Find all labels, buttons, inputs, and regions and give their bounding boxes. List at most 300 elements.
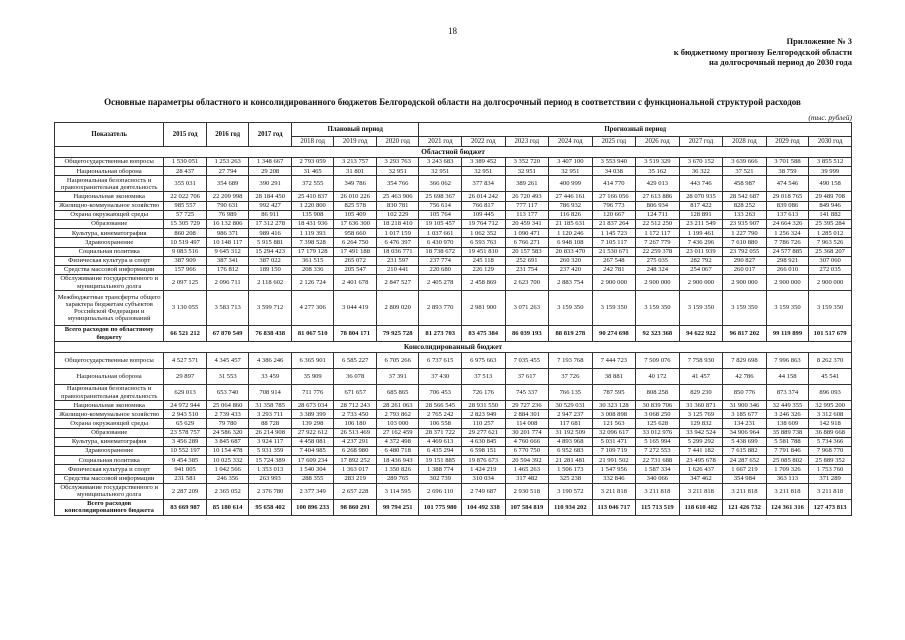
value-cell: 5 915 881 [249,238,292,247]
value-cell: 33 942 524 [679,428,723,437]
value-cell: 94 622 922 [679,326,723,342]
value-cell: 30 201 774 [505,428,549,437]
value-cell: 629 013 [164,385,207,401]
header-row-groups [55,123,852,137]
value-cell: 37 617 [505,369,549,385]
value-cell: 115 713 519 [636,499,680,515]
value-cell: 2 900 000 [723,275,767,291]
header-year-2020: 2020 год [376,137,419,147]
value-cell: 263 993 [249,474,292,483]
value-cell: 4 630 845 [462,437,506,446]
value-cell: 3 068 250 [636,410,680,419]
value-cell: 3 211 818 [679,483,723,499]
value-cell: 1 017 159 [376,229,419,238]
value-cell: 29 277 621 [462,428,506,437]
value-cell: 2 118 602 [249,275,292,291]
value-cell: 28 437 [164,167,207,176]
value-cell: 3 312 608 [809,410,852,419]
value-cell: 105 409 [334,210,377,219]
value-cell: 414 770 [592,176,636,192]
table-row [55,291,852,326]
value-cell: 35 162 [636,167,680,176]
value-cell: 787 595 [592,385,636,401]
value-cell: 242 781 [592,265,636,274]
value-cell: 100 896 233 [291,499,334,515]
value-cell: 25 410 837 [291,192,334,201]
value-cell: 138 609 [766,419,809,428]
value-cell: 37 391 [376,369,419,385]
value-cell: 39 999 [809,167,852,176]
value-cell: 26 720 493 [505,192,549,201]
value-cell: 7 444 723 [592,353,636,369]
value-cell: 1 199 461 [679,229,723,238]
value-cell: 6 430 970 [419,238,462,247]
table-row [55,385,852,401]
value-cell: 252 691 [505,256,549,265]
value-cell: 2 097 125 [164,275,207,291]
value-cell: 387 022 [249,256,292,265]
value-cell: 19 151 885 [419,456,462,465]
value-cell: 34 906 964 [723,428,767,437]
value-cell: 2 900 000 [636,275,680,291]
value-cell: 2 981 900 [462,291,506,326]
value-cell: 429 013 [636,176,680,192]
value-cell: 205 547 [334,265,377,274]
value-cell: 7 615 882 [723,447,767,456]
value-cell: 35 909 [291,369,334,385]
value-cell: 10 552 197 [164,447,207,456]
value-cell: 3 243 683 [419,158,462,167]
value-cell: 5 165 994 [636,437,680,446]
value-cell: 24 972 944 [164,401,207,410]
value-cell: 31 801 [334,167,377,176]
value-cell: 3 211 818 [636,483,680,499]
value-cell: 32 951 [376,167,419,176]
value-cell: 6 766 271 [505,238,549,247]
value-cell: 40 172 [636,369,680,385]
value-cell: 3 044 419 [334,291,377,326]
value-cell: 17 491 188 [334,247,377,256]
value-cell: 106 558 [419,419,462,428]
value-cell: 1 353 013 [249,465,292,474]
value-cell: 3 599 712 [249,291,292,326]
value-cell: 23 578 757 [164,428,207,437]
value-cell: 81 067 510 [291,326,334,342]
row-label: Образование [55,219,164,228]
value-cell: 32 951 [549,167,593,176]
value-cell: 248 324 [636,265,680,274]
value-cell: 850 776 [723,385,767,401]
row-label: Охрана окружающей среды [55,419,164,428]
value-cell: 849 946 [809,201,852,210]
table-row [55,474,852,483]
row-label: Социальная политика [55,247,164,256]
row-label: Здравоохранение [55,238,164,247]
value-cell: 31 360 871 [679,401,723,410]
value-cell: 26 014 242 [462,192,506,201]
header-planned-period: Плановый период [291,123,419,137]
value-cell: 1 540 304 [291,465,334,474]
value-cell: 2 900 000 [809,275,852,291]
value-cell: 33 459 [249,369,292,385]
value-cell: 1 220 800 [291,201,334,210]
value-cell: 128 891 [679,210,723,219]
value-cell: 142 918 [809,419,852,428]
value-cell: 3 159 350 [549,291,593,326]
value-cell: 8 262 370 [809,353,852,369]
value-cell: 17 892 252 [334,456,377,465]
value-cell: 288 355 [291,474,334,483]
value-cell: 22 022 706 [164,192,207,201]
value-cell: 839 086 [766,201,809,210]
table-row [55,238,852,247]
value-cell: 377 834 [462,176,506,192]
section-header-row [55,147,852,158]
value-cell: 272 035 [809,265,852,274]
value-cell: 92 323 368 [636,326,680,342]
value-cell: 706 453 [419,385,462,401]
value-cell: 10 025 332 [206,456,249,465]
value-cell: 2 623 700 [505,275,549,291]
value-cell: 32 449 355 [766,401,809,410]
row-label: Культура, кинематография [55,437,164,446]
value-cell: 2 943 510 [164,410,207,419]
value-cell: 105 764 [419,210,462,219]
row-label: Национальная оборона [55,167,164,176]
value-cell: 127 473 813 [809,499,852,515]
value-cell: 265 072 [334,256,377,265]
value-cell: 88 819 278 [549,326,593,342]
value-cell: 490 158 [809,176,852,192]
table-row [55,465,852,474]
value-cell: 137 613 [766,210,809,219]
value-cell: 266 010 [766,265,809,274]
value-cell: 3 246 326 [766,410,809,419]
value-cell: 19 105 457 [419,219,462,228]
value-cell: 226 129 [462,265,506,274]
value-cell: 808 258 [636,385,680,401]
value-cell: 19 451 810 [462,247,506,256]
table-row [55,437,852,446]
value-cell: 114 008 [505,419,549,428]
value-cell: 231 597 [376,256,419,265]
value-cell: 31 358 785 [249,401,292,410]
value-cell: 6 268 980 [334,447,377,456]
value-cell: 3 407 100 [549,158,593,167]
value-cell: 20 459 341 [505,219,549,228]
value-cell: 2 765 242 [419,410,462,419]
value-cell: 267 548 [592,256,636,265]
value-cell: 22 731 688 [636,456,680,465]
value-cell: 10 154 478 [206,447,249,456]
value-cell: 41 457 [679,369,723,385]
value-cell: 16 132 806 [206,219,249,228]
value-cell: 23 935 907 [723,219,767,228]
value-cell: 1 348 667 [249,158,292,167]
value-cell: 1 350 826 [376,465,419,474]
value-cell: 25 698 367 [419,192,462,201]
value-cell: 28 542 687 [723,192,767,201]
value-cell: 120 667 [592,210,636,219]
row-label: Физическая культура и спорт [55,465,164,474]
value-cell: 28 070 935 [679,192,723,201]
value-cell: 31 553 [206,369,249,385]
row-label: Национальная безопасность и правоохранительная деятельность [55,176,164,192]
value-cell: 7 272 553 [636,447,680,456]
table-row [55,219,852,228]
table-row [55,176,852,192]
value-cell: 474 546 [766,176,809,192]
section-title: Консолидированный бюджет [55,342,852,353]
value-cell: 685 865 [376,385,419,401]
value-cell: 298 921 [766,256,809,265]
value-cell: 400 999 [549,176,593,192]
value-cell: 283 219 [334,474,377,483]
value-cell: 25 085 802 [766,456,809,465]
value-cell: 4 237 291 [334,437,377,446]
value-cell: 2 793 059 [291,158,334,167]
value-cell: 3 352 720 [505,158,549,167]
value-cell: 25 889 352 [809,456,852,465]
row-label: Охрана окружающей среды [55,210,164,219]
value-cell: 361 515 [291,256,334,265]
value-cell: 133 263 [723,210,767,219]
value-cell: 275 035 [636,256,680,265]
value-cell: 6 770 750 [505,447,549,456]
value-cell: 1 253 263 [206,158,249,167]
value-cell: 2 733 450 [334,410,377,419]
value-cell: 79 780 [206,419,249,428]
value-cell: 3 639 666 [723,158,767,167]
header-year-2018: 2018 год [291,137,334,147]
table-row [55,456,852,465]
total-row [55,499,852,515]
value-cell: 101 775 980 [419,499,462,515]
row-label: Национальная экономика [55,401,164,410]
value-cell: 28 261 063 [376,401,419,410]
value-cell: 307 060 [809,256,852,265]
value-cell: 1 042 566 [206,465,249,474]
value-cell: 76 838 438 [249,326,292,342]
value-cell: 1 145 723 [592,229,636,238]
value-cell: 220 680 [419,265,462,274]
value-cell: 817 422 [679,201,723,210]
value-cell: 24 287 652 [723,456,767,465]
value-cell: 766 817 [462,201,506,210]
table-row [55,210,852,219]
value-cell: 5 299 292 [679,437,723,446]
value-cell: 958 660 [334,229,377,238]
row-label: Всего расходов консолидированного бюджета [55,499,164,515]
value-cell: 317 482 [505,474,549,483]
row-label: Средства массовой информации [55,265,164,274]
table-row [55,447,852,456]
value-cell: 2 900 000 [592,275,636,291]
value-cell: 355 031 [164,176,207,192]
value-cell: 25 463 906 [376,192,419,201]
value-cell: 27 613 886 [636,192,680,201]
table-row [55,275,852,291]
value-cell: 18 036 771 [376,247,419,256]
row-label: Социальная политика [55,456,164,465]
header-forecast-period: Прогнозный период [419,123,852,137]
value-cell: 1 587 334 [636,465,680,474]
value-cell: 6 598 151 [462,447,506,456]
value-cell: 23 792 055 [723,247,767,256]
value-cell: 83 669 987 [164,499,207,515]
value-cell: 2 883 754 [549,275,593,291]
value-cell: 2 749 687 [462,483,506,499]
value-cell: 7 509 076 [636,353,680,369]
value-cell: 260 017 [723,265,767,274]
value-cell: 7 398 528 [291,238,334,247]
value-cell: 671 657 [334,385,377,401]
value-cell: 653 740 [206,385,249,401]
value-cell: 458 987 [723,176,767,192]
value-cell: 2 657 228 [334,483,377,499]
value-cell: 26 214 908 [249,428,292,437]
value-cell: 1 424 219 [462,465,506,474]
value-cell: 2 096 711 [206,275,249,291]
value-cell: 5 438 699 [723,437,767,446]
value-cell: 31 465 [291,167,334,176]
value-cell: 32 096 617 [592,428,636,437]
value-cell: 17 636 300 [334,219,377,228]
value-cell: 4 372 498 [376,437,419,446]
value-cell: 4 345 457 [206,353,249,369]
value-cell: 790 631 [206,201,249,210]
value-cell: 110 257 [462,419,506,428]
value-cell: 139 298 [291,419,334,428]
value-cell: 22 259 378 [636,247,680,256]
appendix-note [674,36,852,68]
value-cell: 992 427 [249,201,292,210]
value-cell: 95 658 402 [249,499,292,515]
value-cell: 28 673 034 [291,401,334,410]
header-year-2017: 2017 год [249,123,292,147]
value-cell: 19 764 712 [462,219,506,228]
value-cell: 66 521 212 [164,326,207,342]
value-cell: 3 159 350 [766,291,809,326]
value-cell: 5 931 359 [249,447,292,456]
value-cell: 3 845 687 [206,437,249,446]
value-cell: 18 218 410 [376,219,419,228]
value-cell: 96 817 202 [723,326,767,342]
value-cell: 81 273 703 [419,326,462,342]
value-cell: 289 765 [376,474,419,483]
value-cell: 110 934 202 [549,499,593,515]
header-year-2015: 2015 год [164,123,207,147]
value-cell: 85 180 614 [206,499,249,515]
value-cell: 23 211 549 [679,219,723,228]
value-cell: 189 150 [249,265,292,274]
table-row [55,167,852,176]
value-cell: 6 952 683 [549,447,593,456]
value-cell: 310 034 [462,474,506,483]
value-cell: 25 064 860 [206,401,249,410]
value-cell: 6 948 108 [549,238,593,247]
value-cell: 363 113 [766,474,809,483]
value-cell: 210 441 [376,265,419,274]
value-cell: 7 193 768 [549,353,593,369]
header-year-2022: 2022 год [462,137,506,147]
value-cell: 6 737 615 [419,353,462,369]
table-row [55,229,852,238]
value-cell: 3 211 818 [723,483,767,499]
value-cell: 101 517 679 [809,326,852,342]
value-cell: 9 645 312 [206,247,249,256]
header-year-2030: 2030 год [809,137,852,147]
table-row [55,265,852,274]
value-cell: 7 758 930 [679,353,723,369]
total-row [55,326,852,342]
value-cell: 1 256 324 [766,229,809,238]
table-row [55,256,852,265]
value-cell: 2 377 349 [291,483,334,499]
value-cell: 2 401 678 [334,275,377,291]
value-cell: 30 529 031 [549,401,593,410]
value-cell: 4 469 613 [419,437,462,446]
value-cell: 25 368 207 [809,247,852,256]
value-cell: 254 067 [679,265,723,274]
header-year-2023: 2023 год [505,137,549,147]
value-cell: 7 267 779 [636,238,680,247]
value-cell: 7 436 296 [679,238,723,247]
value-cell: 3 553 940 [592,158,636,167]
value-cell: 24 577 885 [766,247,809,256]
value-cell: 3 008 898 [592,410,636,419]
value-cell: 237 420 [549,265,593,274]
value-cell: 3 519 329 [636,158,680,167]
value-cell: 2 365 052 [206,483,249,499]
value-cell: 2 126 724 [291,275,334,291]
value-cell: 34 038 [592,167,636,176]
value-cell: 825 578 [334,201,377,210]
value-cell: 366 062 [419,176,462,192]
value-cell: 1 172 117 [636,229,680,238]
header-year-2026: 2026 год [636,137,680,147]
value-cell: 134 231 [723,419,767,428]
value-cell: 3 389 452 [462,158,506,167]
value-cell: 873 374 [766,385,809,401]
value-cell: 985 557 [164,201,207,210]
table-row [55,353,852,369]
value-cell: 4 386 246 [249,353,292,369]
header-year-2021: 2021 год [419,137,462,147]
value-cell: 21 837 264 [592,219,636,228]
row-label: Образование [55,428,164,437]
value-cell: 121 426 732 [723,499,767,515]
value-cell: 4 760 666 [505,437,549,446]
value-cell: 86 911 [249,210,292,219]
value-cell: 896 093 [809,385,852,401]
table-row [55,158,852,167]
value-cell: 7 035 455 [505,353,549,369]
header-indicator: Показатель [55,123,164,147]
row-label: Жилищно-коммунальное хозяйство [55,410,164,419]
value-cell: 135 908 [291,210,334,219]
value-cell: 7 829 698 [723,353,767,369]
value-cell: 121 563 [592,419,636,428]
value-cell: 2 458 869 [462,275,506,291]
table-row [55,401,852,410]
value-cell: 830 781 [376,201,419,210]
value-cell: 347 462 [679,474,723,483]
value-cell: 29 897 [164,369,207,385]
row-label: Общегосударственные вопросы [55,353,164,369]
value-cell: 15 305 729 [164,219,207,228]
value-cell: 3 185 677 [723,410,767,419]
